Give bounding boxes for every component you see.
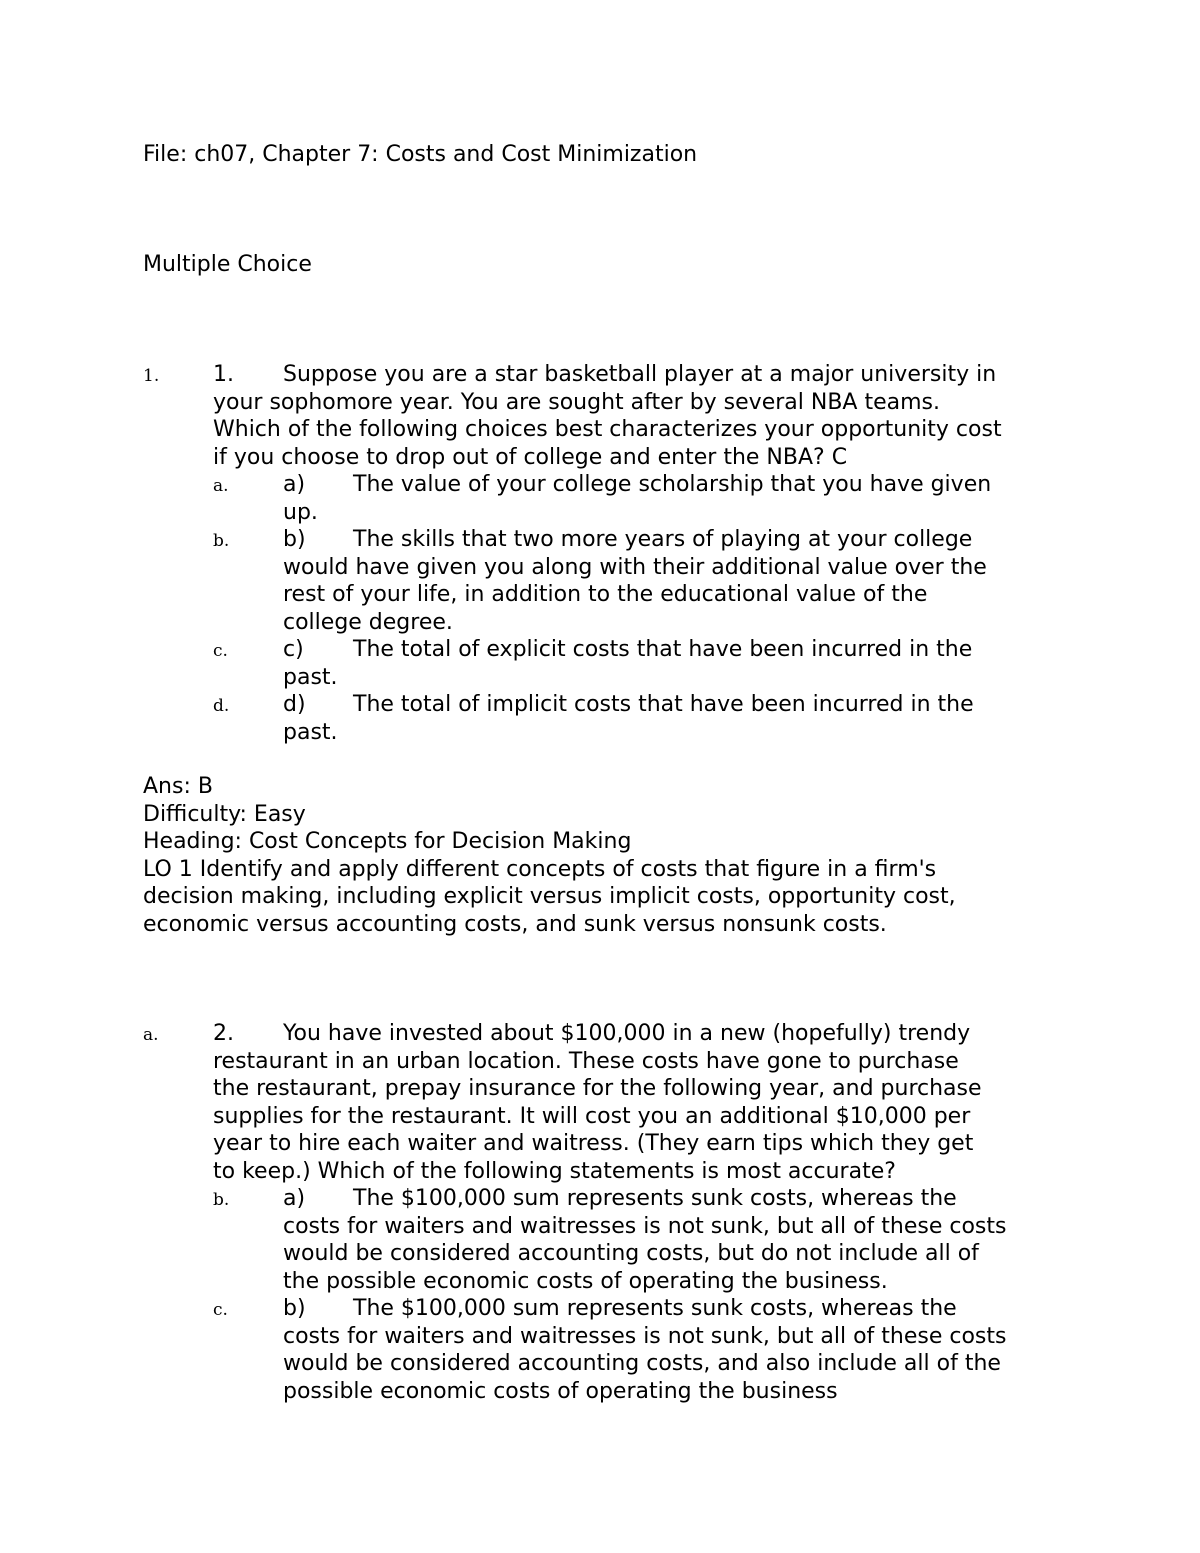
difficulty: Difficulty: Easy bbox=[143, 801, 306, 827]
option-label: b) bbox=[283, 527, 306, 552]
option-marker: b. bbox=[213, 1190, 230, 1210]
question-text: You have invested about $100,000 in a new (hopefully) trendy restaurant in an urban location. These costs have gone to purchase the restaurant, prepay insurance for the following year, and purchase supplies for the restaurant. It will cost you an additional $10,000 per year to hire each waiter and waitress. (They earn tips which they get to keep.) Which of the following statements is most accurate? bbox=[213, 1021, 982, 1184]
question-text: Suppose you are a star basketball player at a major university in your sophomore year. You are sought after by several NBA teams. Which of the following choices best characterizes your opportunity cost if you choose to drop out of college and enter the NBA? C bbox=[213, 362, 1002, 470]
option-text: The value of your college scholarship that you have given up. bbox=[283, 472, 992, 525]
option-marker: c. bbox=[213, 641, 228, 661]
option-label: b) bbox=[283, 1296, 306, 1321]
option-text: The $100,000 sum represents sunk costs, whereas the costs for waiters and waitresses is not sunk, but all of these costs would be considered accounting costs, but do not include all of the possible economic costs of operating the business. bbox=[283, 1186, 1007, 1294]
option-label: a) bbox=[283, 472, 306, 497]
option-label: c) bbox=[283, 637, 304, 662]
list-marker: 1. bbox=[143, 366, 160, 386]
option-marker: d. bbox=[213, 696, 230, 716]
option-label: a) bbox=[283, 1186, 306, 1211]
answer-key: Ans: B bbox=[143, 774, 213, 799]
option-label: d) bbox=[283, 692, 306, 717]
option-marker: a. bbox=[213, 476, 229, 496]
learning-objective: decision making, including explicit versus implicit costs, opportunity cost, bbox=[143, 884, 956, 909]
question-number: 1. bbox=[213, 362, 234, 387]
heading: Heading: Cost Concepts for Decision Making bbox=[143, 829, 632, 854]
question-number: 2. bbox=[213, 1021, 234, 1046]
learning-objective: economic versus accounting costs, and sunk versus nonsunk costs. bbox=[143, 911, 887, 937]
option-text: The $100,000 sum represents sunk costs, whereas the costs for waiters and waitresses is not sunk, but all of these costs would be considered accounting costs, and also include all of the possible economic costs of operating the business bbox=[283, 1296, 1007, 1404]
list-marker: a. bbox=[143, 1025, 159, 1045]
question-metadata bbox=[143, 773, 956, 938]
section-title: Multiple Choice bbox=[143, 252, 312, 277]
option-text: The total of explicit costs that have been incurred in the past. bbox=[283, 637, 973, 690]
option-marker: c. bbox=[213, 1300, 228, 1320]
option-text: The total of implicit costs that have been incurred in the past. bbox=[283, 692, 974, 745]
option-text: The skills that two more years of playing at your college would have given you along with their additional value over the rest of your life, in addition to the educational value of the college degree. bbox=[283, 527, 987, 635]
option-marker: b. bbox=[213, 531, 230, 551]
file-header: File: ch07, Chapter 7: Costs and Cost Minimization bbox=[143, 142, 698, 167]
learning-objective: LO 1 Identify and apply different concepts of costs that figure in a firm's bbox=[143, 856, 937, 882]
